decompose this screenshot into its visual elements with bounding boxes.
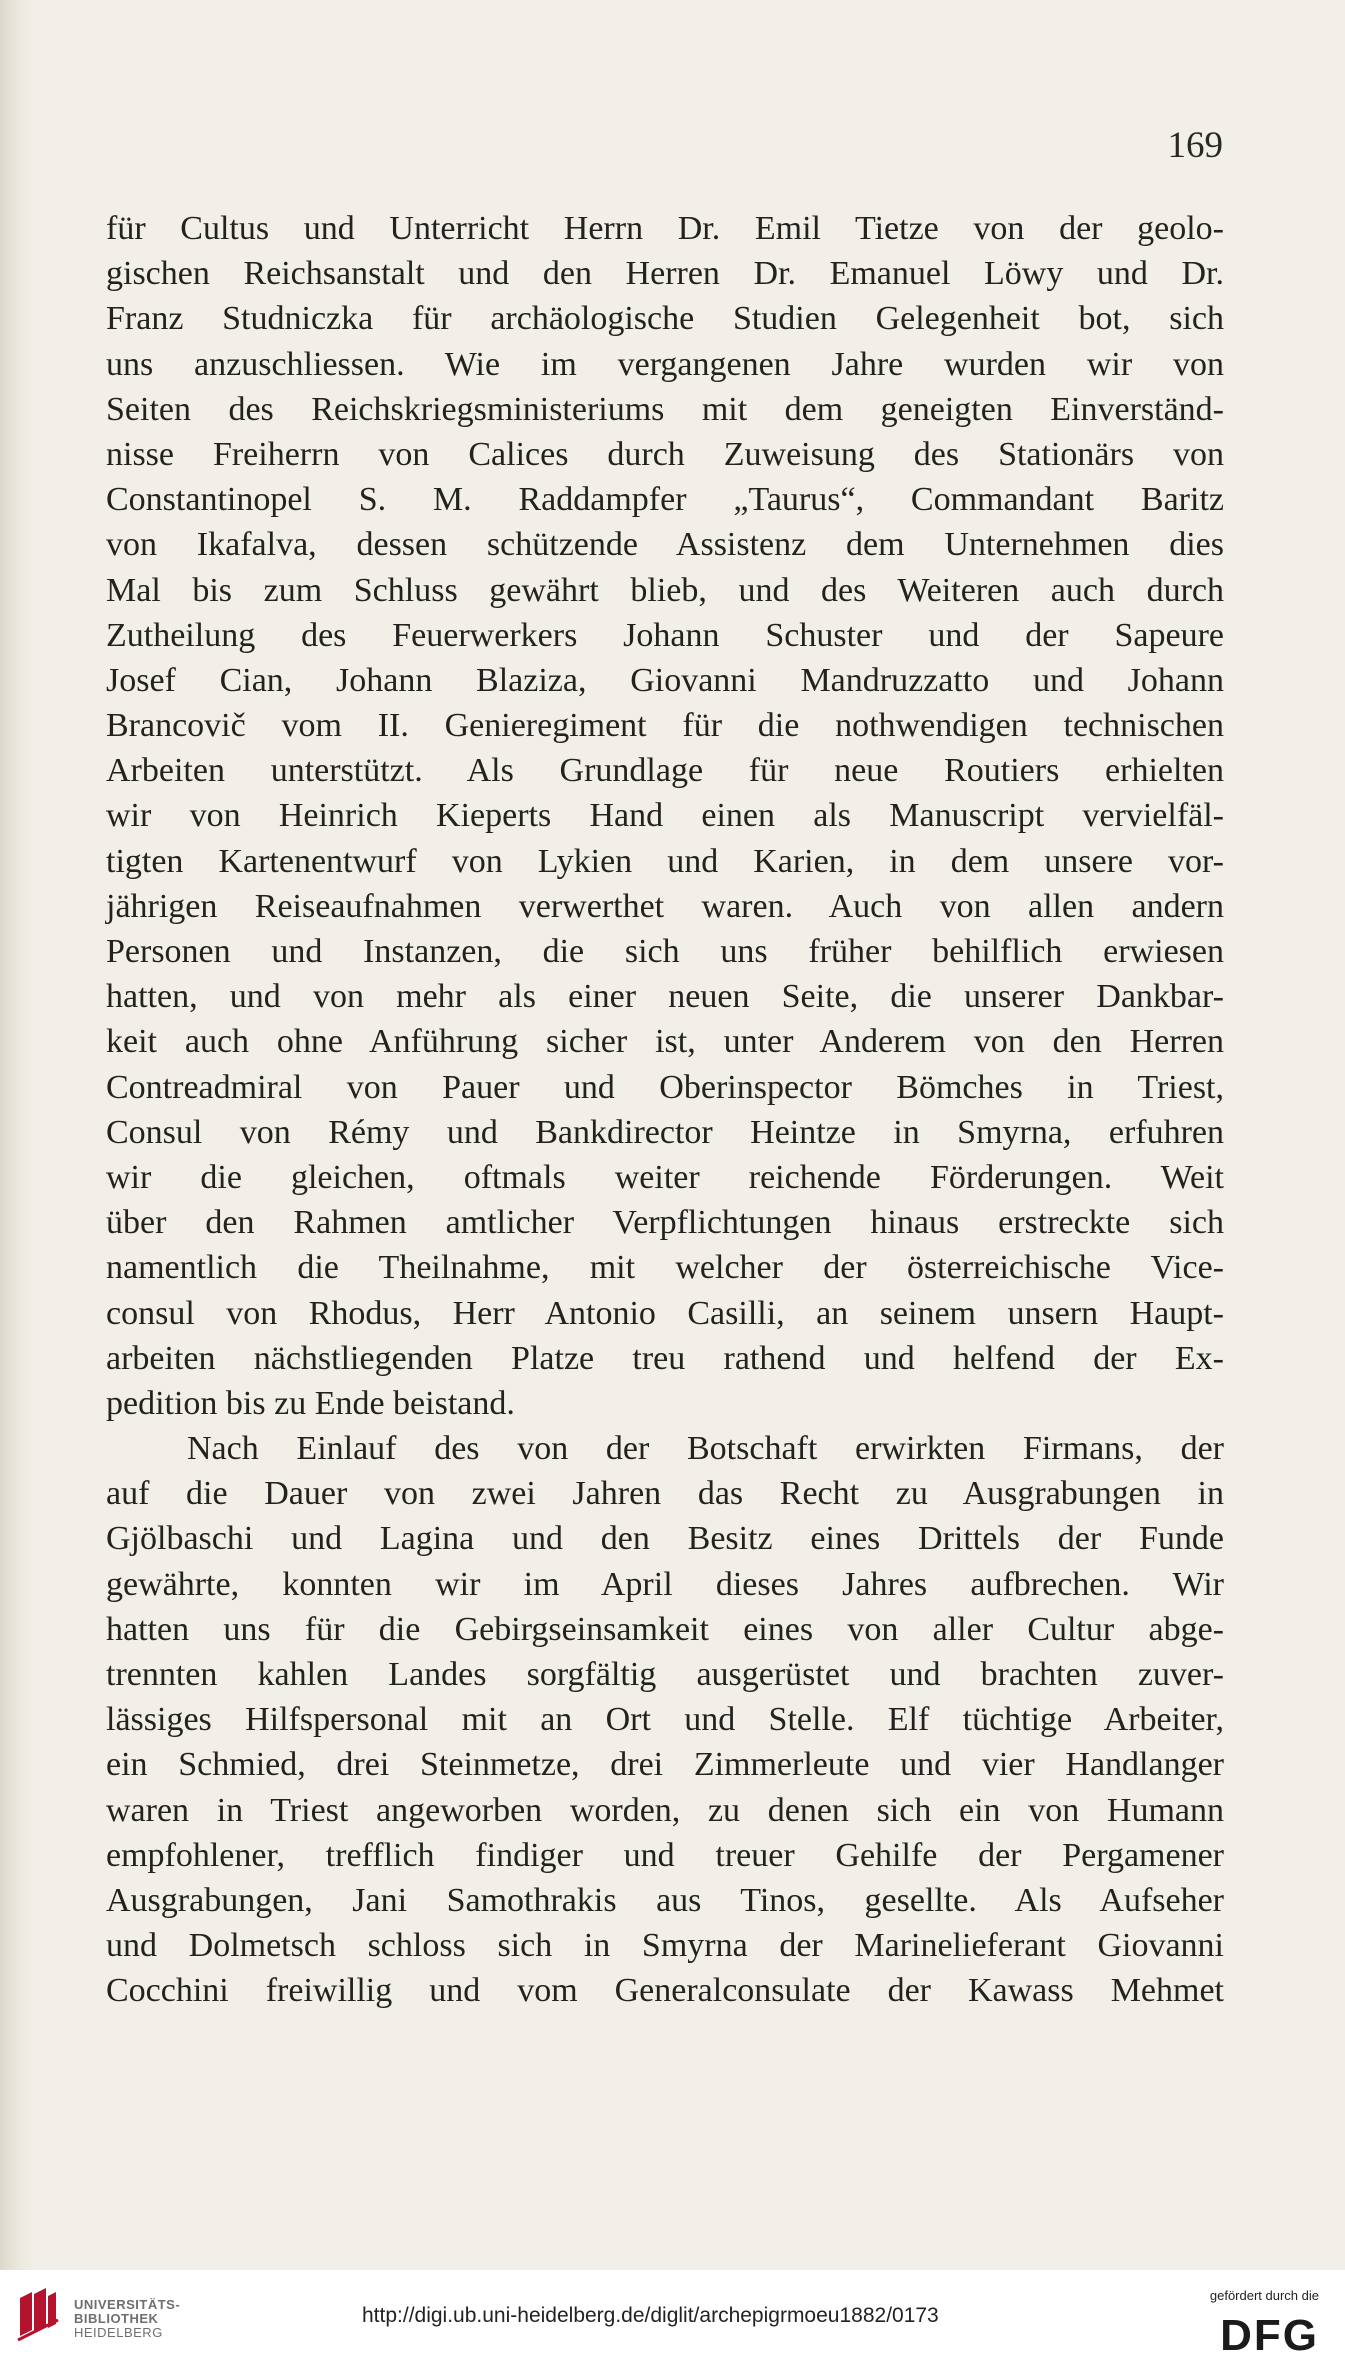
page-gutter-shadow [0,0,34,2270]
library-name-line: UNIVERSITÄTS- [74,2297,181,2312]
text-line: über den Rahmen amtlicher Verpflichtungen hinaus erstreckte sich [106,1204,1224,1242]
text-line: Consul von Rémy und Bankdirector Heintze in Smyrna, erfuhren [106,1113,1224,1151]
text-line: Josef Cian, Johann Blaziza, Giovanni Mandruzzatto und Johann [106,661,1224,699]
text-line: tigten Kartenentwurf von Lykien und Karien, in dem unsere vor- [106,842,1224,880]
text-line: nisse Freiherrn von Calices durch Zuweisung des Stationärs von [106,435,1224,473]
text-line: Brancovič vom II. Genieregiment für die nothwendigen technischen [106,707,1224,745]
text-line: Personen und Instanzen, die sich uns früher behilflich erwiesen [106,933,1224,970]
text-line: von Ikafalva, dessen schützende Assistenz dem Unternehmen dies [106,526,1224,564]
text-line: Zutheilung des Feuerwerkers Johann Schuster und der Sapeure [106,616,1224,654]
text-line: ein Schmied, drei Steinmetze, drei Zimmerleute und vier Handlanger [106,1746,1224,1784]
text-line: empfohlener, trefflich findiger und treuer Gehilfe der Pergamener [106,1836,1224,1874]
library-name [74,2298,180,2340]
text-line: Mal bis zum Schluss gewährt blieb, und des Weiteren auch durch [106,571,1224,609]
heidelberg-library-logo-icon [14,2284,60,2344]
text-line: keit auch ohne Anführung sicher ist, unter Anderem von den Herren [106,1023,1224,1061]
text-line: waren in Triest angeworben worden, zu denen sich ein von Humann [106,1791,1224,1829]
text-line: und Dolmetsch schloss sich in Smyrna der Marinelieferant Giovanni [106,1927,1224,1965]
library-name-line: BIBLIOTHEK [74,2311,159,2326]
library-name-line: HEIDELBERG [74,2325,163,2340]
text-line: gewährte, konnten wir im April dieses Jahres aufbrechen. Wir [106,1565,1224,1603]
paragraph-end-line: pedition bis zu Ende beistand. [106,1384,515,1422]
text-line: Gjölbaschi und Lagina und den Besitz eines Drittels der Funde [106,1520,1224,1558]
text-line: hatten uns für die Gebirgseinsamkeit eines von aller Cultur abge- [106,1610,1224,1648]
text-line: consul von Rhodus, Herr Antonio Casilli, an seinem unsern Haupt- [106,1294,1224,1332]
text-line: wir die gleichen, oftmals weiter reichende Förderungen. Weit [106,1158,1224,1196]
paragraph-start-line: Nach Einlauf des von der Botschaft erwirkten Firmans, der [187,1430,1224,1468]
page-number: 169 [1167,125,1223,166]
text-line: Contreadmiral von Pauer und Oberinspector Bömches in Triest, [106,1068,1224,1106]
text-line: auf die Dauer von zwei Jahren das Recht zu Ausgrabungen in [106,1475,1224,1513]
text-line: Seiten des Reichskriegsministeriums mit dem geneigten Einverständ- [106,390,1224,428]
text-line: Franz Studniczka für archäologische Studien Gelegenheit bot, sich [106,300,1224,338]
text-line: für Cultus und Unterricht Herrn Dr. Emil Tietze von der geolo- [106,210,1224,247]
text-line: arbeiten nächstliegenden Platze treu rathend und helfend der Ex- [106,1339,1224,1377]
text-line: Cocchini freiwillig und vom Generalconsulate der Kawass Mehmet [106,1972,1224,2010]
dfg-logo: DFG [1220,2311,1319,2360]
text-line: lässiges Hilfspersonal mit an Ort und Stelle. Elf tüchtige Arbeiter, [106,1701,1224,1739]
text-line: namentlich die Theilnahme, mit welcher der österreichische Vice- [106,1249,1224,1287]
text-line: jährigen Reiseaufnahmen verwerthet waren. Auch von allen andern [106,887,1224,925]
text-line: trennten kahlen Landes sorgfältig ausgerüstet und brachten zuver- [106,1656,1224,1693]
text-line: gischen Reichsanstalt und den Herren Dr. Emanuel Löwy und Dr. [106,255,1224,293]
text-line: uns anzuschliessen. Wie im vergangenen Jahre wurden wir von [106,345,1224,383]
text-line: Constantinopel S. M. Raddampfer „Taurus“, Commandant Baritz [106,481,1224,519]
permalink-url[interactable]: http://digi.ub.uni-heidelberg.de/diglit/archepigrmoeu1882/0173 [362,2304,939,2327]
text-line: Ausgrabungen, Jani Samothrakis aus Tinos, gesellte. Als Aufseher [106,1881,1224,1919]
text-line: Arbeiten unterstützt. Als Grundlage für neue Routiers erhielten [106,752,1224,790]
body-text [106,206,1224,2014]
text-line: hatten, und von mehr als einer neuen Seite, die unserer Dankbar- [106,978,1224,1016]
text-line: wir von Heinrich Kieperts Hand einen als Manuscript vervielfäl- [106,797,1224,835]
funded-by-label: gefördert durch die [1209,2288,1319,2303]
